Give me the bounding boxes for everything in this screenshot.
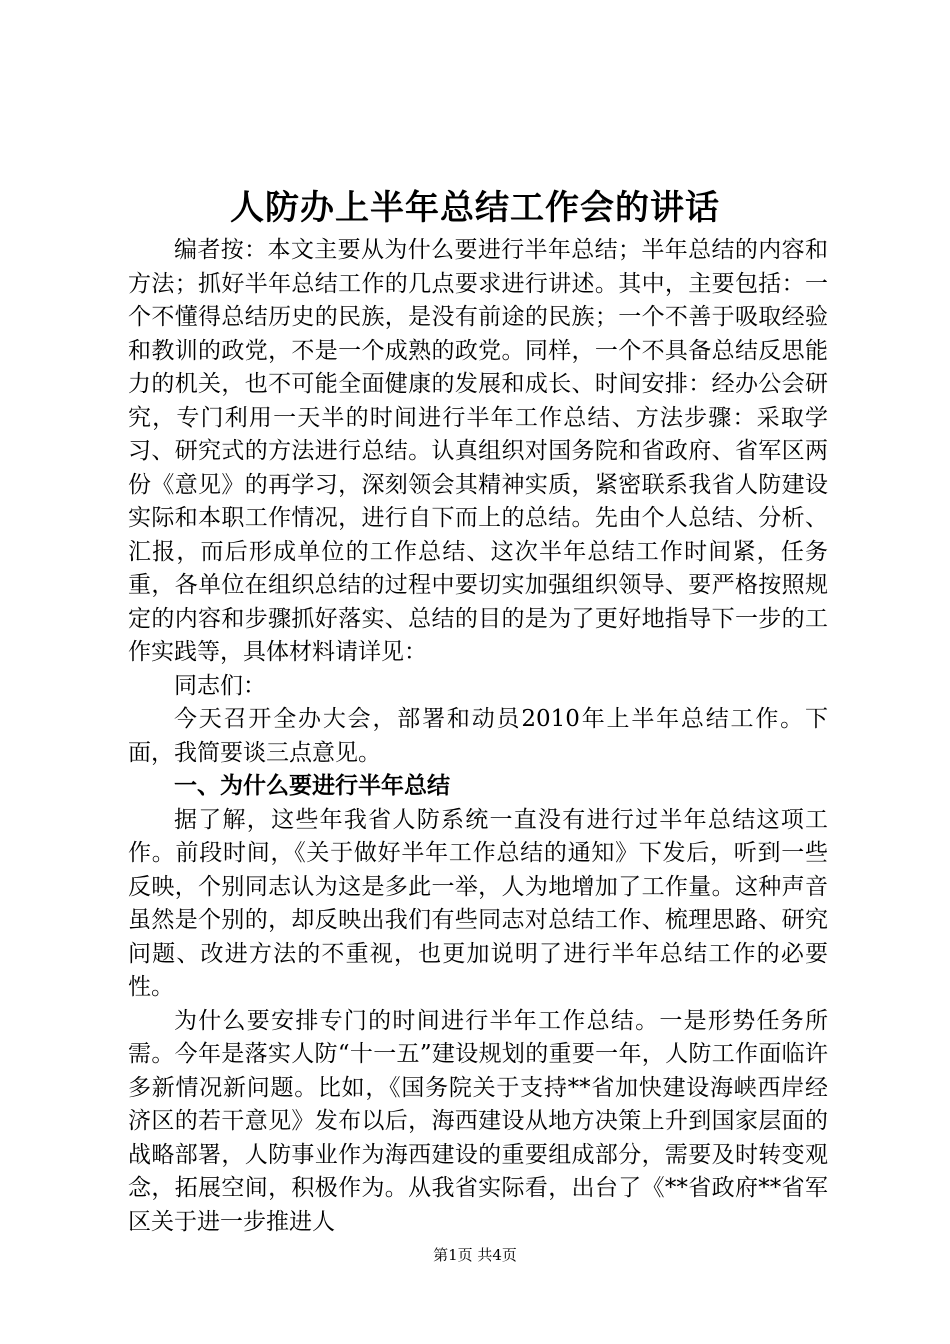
opening-paragraph: 今天召开全办大会，部署和动员2010年上半年总结工作。下面，我简要谈三点意见。 xyxy=(128,706,828,766)
section-1-paragraph-2: 为什么要安排专门的时间进行半年工作总结。一是形势任务所需。今年是落实人防“十一五”建设规划的重要一年，人防工作面临许多新情况新问题。比如，《国务院关于支持**省加快建设海峡西岸经济区的若干意见》发布以后，海西建设从地方决策上升到国家层面的战略部署，人防事业作为海西建设的重要组成部分，需要及时转变观念，拓展空间，积极作为。从我省实际看，出台了《**省政府**省军区关于进一步推进人 xyxy=(128,1007,828,1235)
editor-note-paragraph: 编者按：本文主要从为什么要进行半年总结；半年总结的内容和方法；抓好半年总结工作的几点要求进行讲述。其中，主要包括：一个不懂得总结历史的民族，是没有前途的民族；一个不善于吸取经验和教训的政党，不是一个成熟的政党。同样，一个不具备总结反思能力的机关，也不可能全面健康的发展和成长、时间安排：经办公会研究，专门利用一天半的时间进行半年工作总结、方法步骤：采取学习、研究式的方法进行总结。认真组织对国务院和省政府、省军区两份《意见》的再学习，深刻领会其精神实质，紧密联系我省人防建设实际和本职工作情况，进行自下而上的总结。先由个人总结、分析、汇报，而后形成单位的工作总结、这次半年总结工作时间紧，任务重，各单位在组织总结的过程中要切实加强组织领导、要严格按照规定的内容和步骤抓好落实、总结的目的是为了更好地指导下一步的工作实践等，具体材料请详见： xyxy=(128,237,828,665)
document-title: 人防办上半年总结工作会的讲话 xyxy=(230,188,720,228)
section-heading-1: 一、为什么要进行半年总结 xyxy=(174,773,450,799)
salutation: 同志们： xyxy=(174,672,266,699)
document-body xyxy=(128,234,828,1239)
page-footer: 第1页 共4页 xyxy=(433,1246,517,1264)
section-1-paragraph-1: 据了解，这些年我省人防系统一直没有进行过半年总结这项工作。前段时间，《关于做好半年工作总结的通知》下发后，听到一些反映，个别同志认为这是多此一举，人为地增加了工作量。这种声音虽然是个别的，却反映出我们有些同志对总结工作、梳理思路、研究问题、改进方法的不重视，也更加说明了进行半年总结工作的必要性。 xyxy=(128,806,828,1000)
